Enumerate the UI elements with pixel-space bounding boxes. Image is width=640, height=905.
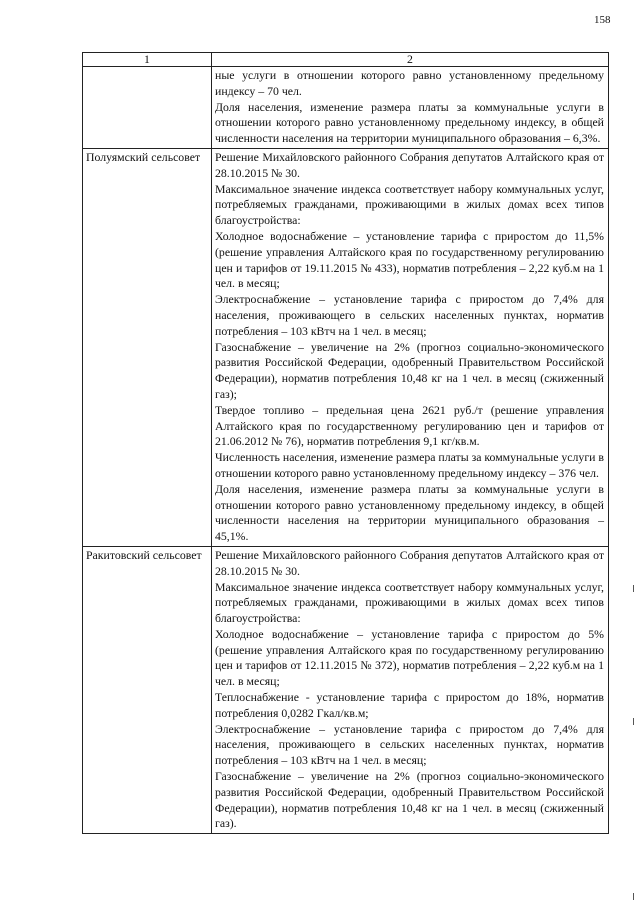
description-paragraph: ные услуги в отношении которого равно установленному предельному индексу – 70 чел. (215, 68, 604, 98)
description-paragraph: Максимальное значение индекса соответствует набору коммунальных услуг, потребляемых гражданами, проживающими в жилых домах всех типов благоустройства: (215, 579, 604, 626)
description-paragraph: Доля населения, изменение размера платы за коммунальные услуги в отношении которого равно установленному предельному индексу, в общей численности населения на территории муниципального образования – 45,1%. (215, 481, 604, 544)
description-paragraph: Электроснабжение – установление тарифа с приростом до 7,4% для населения, проживающего в сельских населенных пунктах, норматив потребления – 103 кВтч на 1 чел. в месяц; (215, 292, 604, 338)
table-row (83, 67, 609, 149)
description-cell (212, 67, 609, 149)
municipality-name-cell (83, 67, 212, 149)
description-paragraph: Решение Михайловского районного Собрания депутатов Алтайского края от 28.10.2015 № 30. (215, 547, 604, 578)
margin-mark (633, 718, 634, 725)
page-number: 158 (594, 14, 611, 26)
column-header-1: 1 (83, 53, 212, 67)
table-row (83, 148, 609, 546)
table-row (83, 546, 609, 833)
municipality-name-cell: Полуямский сельсовет (83, 148, 212, 546)
municipality-name-cell: Ракитовский сельсовет (83, 546, 212, 833)
description-cell (212, 148, 609, 546)
margin-mark (633, 585, 634, 592)
margin-mark (633, 893, 634, 900)
description-paragraph: Доля населения, изменение размера платы за коммунальные услуги в отношении которого равно установленному предельному индексу, в общей численности населения на территории муниципального образования – 6,3%. (215, 99, 604, 146)
description-paragraph: Решение Михайловского районного Собрания депутатов Алтайского края от 28.10.2015 № 30. (215, 149, 604, 180)
column-header-2: 2 (212, 53, 609, 67)
description-paragraph: Холодное водоснабжение – установление тарифа с приростом до 5% (решение управления Алтайского края по государственному регулированию цен и тарифов от 12.11.2015 № 372), норматив потребления – 2,22 куб.м на 1 чел. в месяц; (215, 626, 604, 689)
description-paragraph: Холодное водоснабжение – установление тарифа с приростом до 11,5% (решение управления Алтайского края по государственному регулированию цен и тарифов от 19.11.2015 № 433), норматив потребления – 2,22 куб.м на 1 чел. в месяц; (215, 228, 604, 291)
document-table (82, 52, 609, 834)
description-paragraph: Газоснабжение – увеличение на 2% (прогноз социально-экономического развития Российской Федерации, одобренный Правительством Российской Федерации), норматив потребления 10,48 кг на 1 чел. в месяц (сжиженный газ). (215, 769, 604, 831)
description-paragraph: Максимальное значение индекса соответствует набору коммунальных услуг, потребляемых гражданами, проживающими в жилых домах всех типов благоустройства: (215, 181, 604, 228)
description-paragraph: Теплоснабжение - установление тарифа с приростом до 18%, норматив потребления 0,0282 Гкал/кв.м; (215, 690, 604, 720)
description-paragraph: Газоснабжение – увеличение на 2% (прогноз социально-экономического развития Российской Федерации, одобренный Правительством Российской Федерации), норматив потребления 10,48 кг на 1 чел. в месяц (сжиженный газ); (215, 339, 604, 401)
description-paragraph: Твердое топливо – предельная цена 2621 руб./т (решение управления Алтайского края по государственному регулированию цен и тарифов от 21.06.2012 № 76), норматив потребления 9,1 кг/кв.м. (215, 402, 604, 449)
description-paragraph: Электроснабжение – установление тарифа с приростом до 7,4% для населения, проживающего в сельских населенных пунктах, норматив потребления – 103 кВтч на 1 чел. в месяц; (215, 721, 604, 768)
table-header-row (83, 53, 609, 67)
description-paragraph: Численность населения, изменение размера платы за коммунальные услуги в отношении которого равно установленному предельному индексу – 376 чел. (215, 450, 604, 480)
description-cell (212, 546, 609, 833)
